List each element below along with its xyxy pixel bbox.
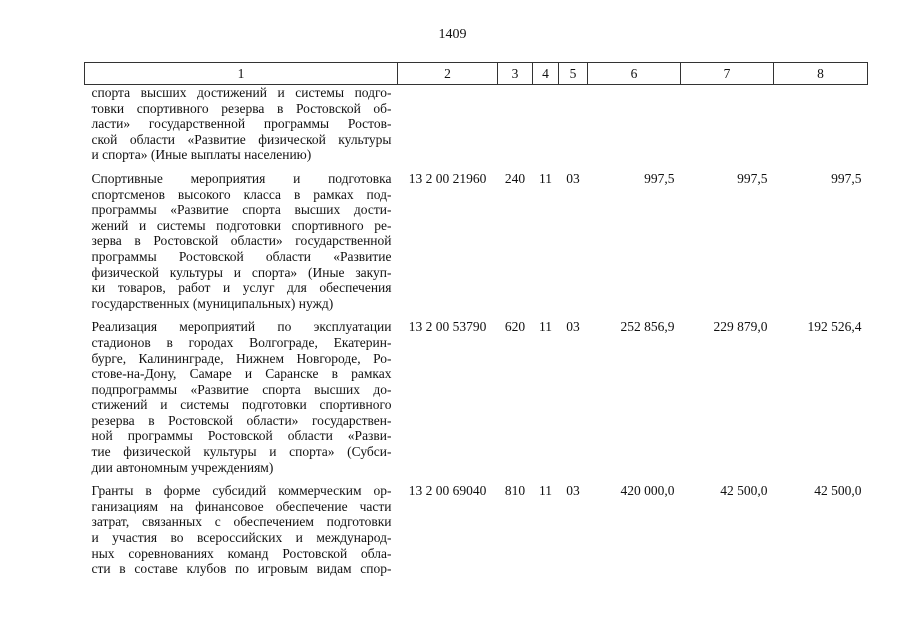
expense-type-cell: 620 xyxy=(504,319,526,335)
description-line: стадионов в городах Волгограде, Екатерин- xyxy=(91,334,392,350)
description-line: спортсменов высокого класса в рамках под- xyxy=(91,186,392,202)
description-cell xyxy=(85,85,398,163)
row-spacer-cell xyxy=(85,475,868,483)
expense-type-cell xyxy=(498,85,533,163)
table-row xyxy=(85,319,868,475)
row-spacer xyxy=(85,163,868,171)
subsection-cell: 03 xyxy=(566,483,580,499)
col-header-amount-2: 7 xyxy=(681,63,774,85)
row-spacer-cell xyxy=(85,311,868,319)
table-header-row xyxy=(85,63,868,85)
description-line: подпрограммы «Развитие спорта высших до- xyxy=(91,381,392,397)
description-line: Гранты в форме субсидий коммерческим ор- xyxy=(91,483,392,499)
program-code-cell: 13 2 00 53790 xyxy=(408,319,487,335)
description-line: затрат, связанных с обеспечением подготовки xyxy=(91,514,392,530)
amount-3-cell: 192 526,4 xyxy=(807,319,862,335)
amount-2-cell: 42 500,0 xyxy=(720,483,768,499)
description-line: дии автономным учреждениям) xyxy=(91,459,274,475)
description-cell xyxy=(85,483,398,577)
description-line: ганизациям на финансовое обеспечение части xyxy=(91,498,392,514)
section-cell xyxy=(533,85,559,163)
table-body xyxy=(85,85,868,577)
description-line: ных соревнованиях команд Ростовской обла- xyxy=(91,545,392,561)
description-line: зерва в Ростовской области» государственной xyxy=(91,233,392,249)
description-line: программы Ростовской области «Развитие xyxy=(91,248,392,264)
description-line: и участия во всероссийских и международ- xyxy=(91,530,392,546)
budget-table xyxy=(84,62,868,577)
table-row xyxy=(85,171,868,311)
subsection-cell xyxy=(559,85,588,163)
description-line: спорта высших достижений и системы подго- xyxy=(91,85,392,100)
amount-1-cell xyxy=(588,85,681,163)
table-row xyxy=(85,85,868,163)
amount-1-cell: 252 856,9 xyxy=(620,319,675,335)
subsection-cell: 03 xyxy=(566,170,580,186)
description-line: и спорта» (Иные выплаты населению) xyxy=(91,147,312,163)
col-header-expense-type: 3 xyxy=(498,63,533,85)
description-line: жений и системы подготовки спортивного ре- xyxy=(91,217,392,233)
table-row xyxy=(85,483,868,577)
description-line: ной программы Ростовской области «Разви- xyxy=(91,428,392,444)
description-line: ки товаров, работ и услуг для обеспечения xyxy=(91,280,392,296)
amount-2-cell xyxy=(681,85,774,163)
description-line: ской области «Развитие физической культуры xyxy=(91,131,392,147)
description-line: тие физической культуры и спорта» (Субси- xyxy=(91,444,392,460)
section-cell: 11 xyxy=(539,319,552,335)
amount-1-cell: 997,5 xyxy=(644,170,675,186)
section-cell: 11 xyxy=(539,170,552,186)
description-line: стижений и системы подготовки спортивного xyxy=(91,397,392,413)
page-number: 1409 xyxy=(438,27,467,42)
col-header-description: 1 xyxy=(85,63,398,85)
description-cell xyxy=(85,319,398,475)
description-line: бурге, Калининграде, Нижнем Новгороде, Ро- xyxy=(91,350,392,366)
description-line: физической культуры и спорта» (Иные закуп- xyxy=(91,264,392,280)
subsection-cell: 03 xyxy=(566,319,580,335)
col-header-section: 4 xyxy=(533,63,559,85)
description-line: стове-на-Дону, Самаре и Саранске в рамках xyxy=(91,366,392,382)
amount-1-cell: 420 000,0 xyxy=(620,483,675,499)
row-spacer xyxy=(85,475,868,483)
row-spacer-cell xyxy=(85,163,868,171)
description-cell xyxy=(85,171,398,311)
col-header-code: 2 xyxy=(398,63,498,85)
program-code-cell xyxy=(398,85,498,163)
description-line: государственных (муниципальных) нужд) xyxy=(91,295,334,311)
row-spacer xyxy=(85,311,868,319)
section-cell: 11 xyxy=(539,483,552,499)
description-line: Спортивные мероприятия и подготовка xyxy=(91,170,392,186)
program-code-cell: 13 2 00 21960 xyxy=(408,170,487,186)
col-header-amount-3: 8 xyxy=(774,63,868,85)
expense-type-cell: 810 xyxy=(504,483,526,499)
expense-type-cell: 240 xyxy=(504,170,526,186)
description-line: товки спортивного резерва в Ростовской об- xyxy=(91,100,392,116)
description-line: ласти» государственной программы Ростов- xyxy=(91,116,392,132)
amount-2-cell: 229 879,0 xyxy=(713,319,768,335)
amount-3-cell: 42 500,0 xyxy=(814,483,862,499)
amount-3-cell xyxy=(774,85,868,163)
description-line: резерва в Ростовской области» государствен- xyxy=(91,412,392,428)
description-line: программы «Развитие спорта высших дости- xyxy=(91,202,392,218)
description-line: Реализация мероприятий по эксплуатации xyxy=(91,319,392,335)
amount-3-cell: 997,5 xyxy=(831,170,862,186)
col-header-subsection: 5 xyxy=(559,63,588,85)
col-header-amount-1: 6 xyxy=(588,63,681,85)
program-code-cell: 13 2 00 69040 xyxy=(408,483,487,499)
description-line: сти в составе клубов по игровым видам спор- xyxy=(91,561,392,577)
amount-2-cell: 997,5 xyxy=(737,170,768,186)
